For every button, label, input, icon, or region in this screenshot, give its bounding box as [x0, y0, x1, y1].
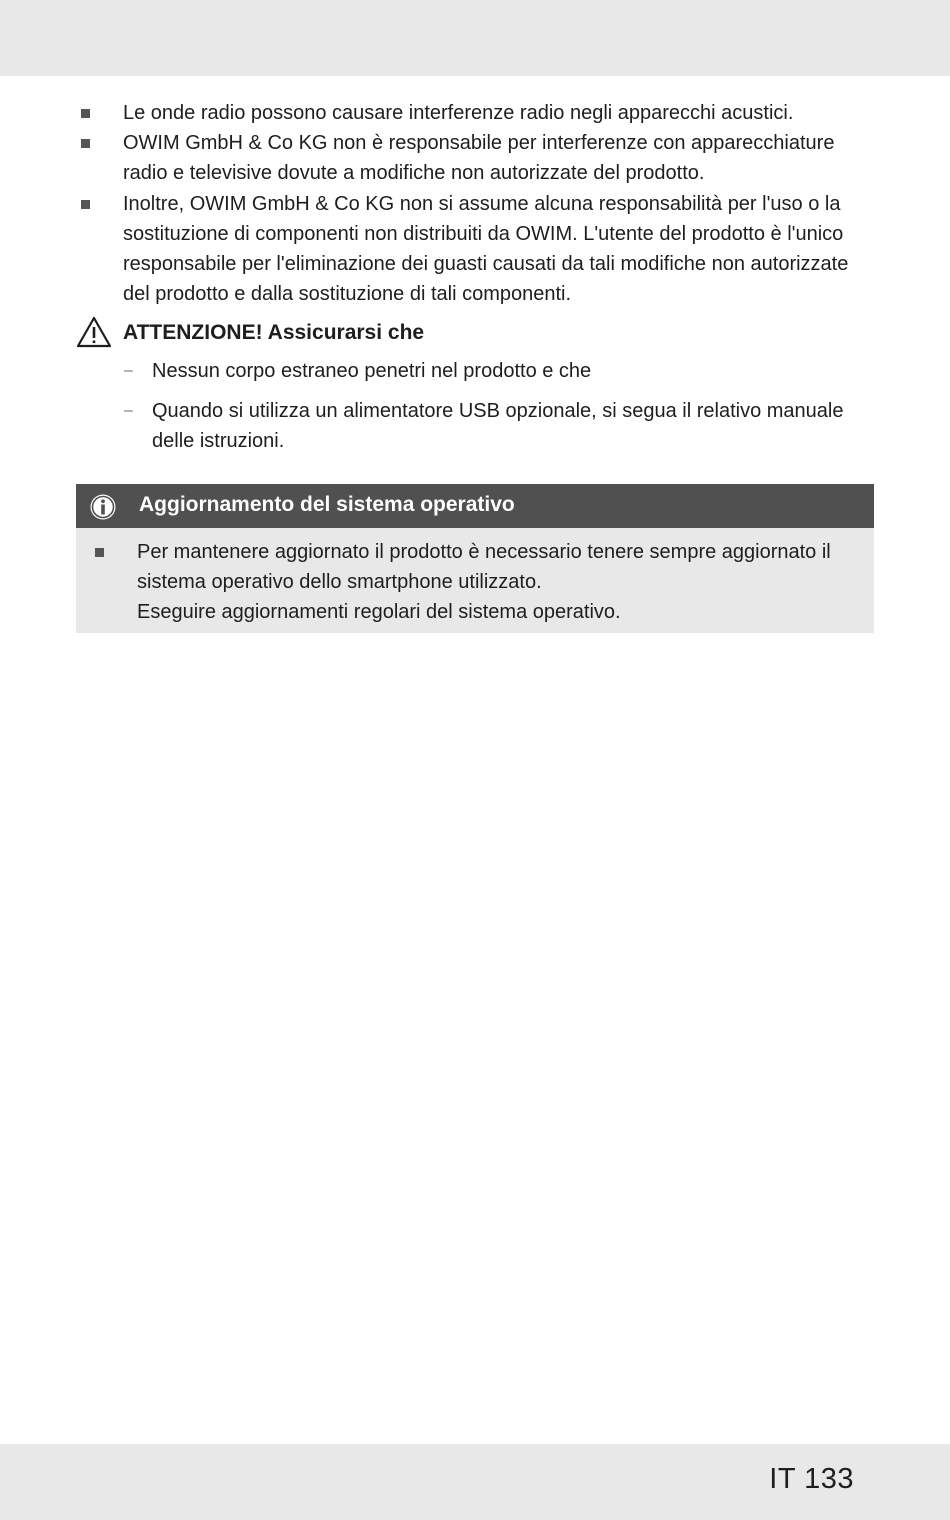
info-header — [76, 484, 874, 528]
list-item — [76, 356, 876, 386]
info-text-line2: Eseguire aggiornamenti regolari del sistema operativo. — [137, 601, 621, 624]
list-item — [76, 98, 876, 128]
list-item — [76, 189, 876, 310]
info-list — [76, 537, 856, 628]
info-text-line1: Per mantenere aggiornato il prodotto è necessario tenere sempre aggiornato il sistema operativo dello smartphone utilizzato. — [137, 541, 831, 594]
warning-heading — [76, 316, 876, 350]
square-bullet-icon — [81, 200, 90, 209]
dash-bullet: – — [124, 402, 133, 420]
warning-title: ATTENZIONE! Assicurarsi che — [123, 321, 425, 344]
dash-bullet: – — [124, 362, 133, 379]
square-bullet-icon — [81, 109, 90, 118]
list-item — [76, 537, 856, 628]
bullet-text: Inoltre, OWIM GmbH & Co KG non si assume alcuna responsabilità per l'uso o la sostituzione di componenti non distribuiti da OWIM. L'utente del prodotto è l'unico responsabile per l'eliminazione dei guasti causati da tali modifiche non autorizzate del prodotto e dalla sostituzione di tali componenti. — [123, 192, 849, 306]
bullet-text: Le onde radio possono causare interferenze radio negli apparecchi acustici. — [123, 102, 794, 124]
info-box — [76, 484, 874, 633]
warning-triangle-icon — [76, 316, 112, 348]
warning-item-text: Quando si utilizza un alimentatore USB opzionale, si segua il relativo manuale delle istruzioni. — [152, 400, 844, 453]
header-band — [0, 0, 950, 76]
info-icon — [89, 493, 117, 521]
info-title: Aggiornamento del sistema operativo — [139, 493, 515, 516]
warning-list — [76, 356, 876, 457]
safety-bullet-list — [76, 98, 876, 309]
warning-section — [76, 316, 876, 467]
list-item — [76, 396, 876, 456]
list-item — [76, 128, 876, 188]
square-bullet-icon — [95, 548, 104, 557]
page-number: IT 133 — [769, 1463, 854, 1495]
warning-item-text: Nessun corpo estraneo penetri nel prodotto e che — [152, 360, 592, 382]
bullet-text: OWIM GmbH & Co KG non è responsabile per interferenze con apparecchiature radio e televisive dovute a modifiche non autorizzate del prodotto. — [123, 132, 835, 185]
square-bullet-icon — [81, 139, 90, 148]
